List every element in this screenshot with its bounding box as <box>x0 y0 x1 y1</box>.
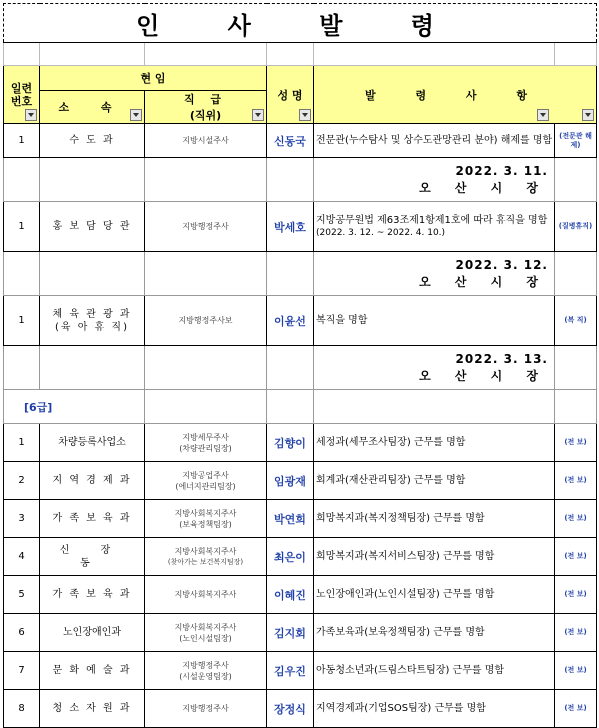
table-row: 4 신 장 동 지방사회복지주사 (찾아가는 보건복지팀장) 최은이 희망복지과(복지서비스팀장) 근무를 명함 (전 보) <box>4 538 597 576</box>
filter-dropdown-icon[interactable] <box>252 109 264 121</box>
personnel-order-sheet <box>3 3 596 728</box>
filter-dropdown-icon[interactable] <box>537 109 549 121</box>
order-date: 2022. 3. 12. <box>455 257 548 272</box>
table-row: 1 홍 보 담 당 관 지방행정주사 박세호 지방공무원법 제63조제1항제1호에 따라 휴직을 명함 (2022. 3. 12. ~ 2022. 4. 10.) (질병휴직) <box>4 202 597 252</box>
personnel-table <box>3 3 597 728</box>
grade-row <box>4 390 597 424</box>
table-row: 6 노인장애인과 지방사회복지주사 (노인시설팀장) 김지회 가족보육과(보육정책팀장) 근무를 명함 (전 보) <box>4 614 597 652</box>
signature-row <box>4 252 597 296</box>
signature-row <box>4 346 597 390</box>
table-row: 8 청 소 자 원 과 지방행정주사 장정식 지역경제과(기업SOS팀장) 근무를 명함 (전 보) <box>4 690 597 728</box>
issuer: 오 산 시 장 <box>419 180 548 195</box>
signature-row <box>4 158 597 202</box>
order-date: 2022. 3. 13. <box>455 351 548 366</box>
table-row: 5 가 족 보 육 과 지방사회복지주사 이혜진 노인장애인과(노인시설팀장) 근무를 명함 (전 보) <box>4 576 597 614</box>
table-row: 1 수 도 과 지방시설주사 신동국 전문관(누수탐사 및 상수도관망관리 분야) 해제를 명함 (전문관 해제) <box>4 124 597 158</box>
table-row: 1 체 육 관 광 과 (육 아 휴 직) 지방행정주사보 이윤선 복직을 명함 (복 직) <box>4 296 597 346</box>
filter-dropdown-icon[interactable] <box>299 109 311 121</box>
grade-label: [6급] <box>4 390 145 424</box>
header-current-post: 현 임 <box>40 66 267 91</box>
filter-dropdown-icon[interactable] <box>130 109 142 121</box>
header-number: 일련번호 <box>4 66 40 124</box>
order-date: 2022. 3. 11. <box>455 163 548 178</box>
page-title: 인 사 발 령 <box>4 4 597 43</box>
issuer: 오 산 시 장 <box>419 368 548 383</box>
table-row: 3 가 족 보 육 과 지방사회복지주사 (보육정책팀장) 박연희 희망복지과(복지정책팀장) 근무를 명함 (전 보) <box>4 500 597 538</box>
header-rank: 직 급 (직위) <box>145 91 267 124</box>
table-row: 1 차량등록사업소 지방세무주사 (차량관리팀장) 김향이 세정과(세무조사팀장) 근무를 명함 (전 보) <box>4 424 597 462</box>
header-name: 성 명 <box>267 66 314 124</box>
table-row: 2 지 역 경 제 과 지방공업주사 (에너지관리팀장) 임광재 회계과(재산관리팀장) 근무를 명함 (전 보) <box>4 462 597 500</box>
filter-dropdown-icon[interactable] <box>25 109 37 121</box>
filter-dropdown-icon[interactable] <box>582 109 594 121</box>
header-dept: 소 속 <box>40 91 145 124</box>
header-action: 발 령 사 항 <box>314 66 597 124</box>
issuer: 오 산 시 장 <box>419 274 548 289</box>
table-row: 7 문 화 예 술 과 지방행정주사 (시설운영팀장) 김우진 아동청소년과(드림스타트팀장) 근무를 명함 (전 보) <box>4 652 597 690</box>
